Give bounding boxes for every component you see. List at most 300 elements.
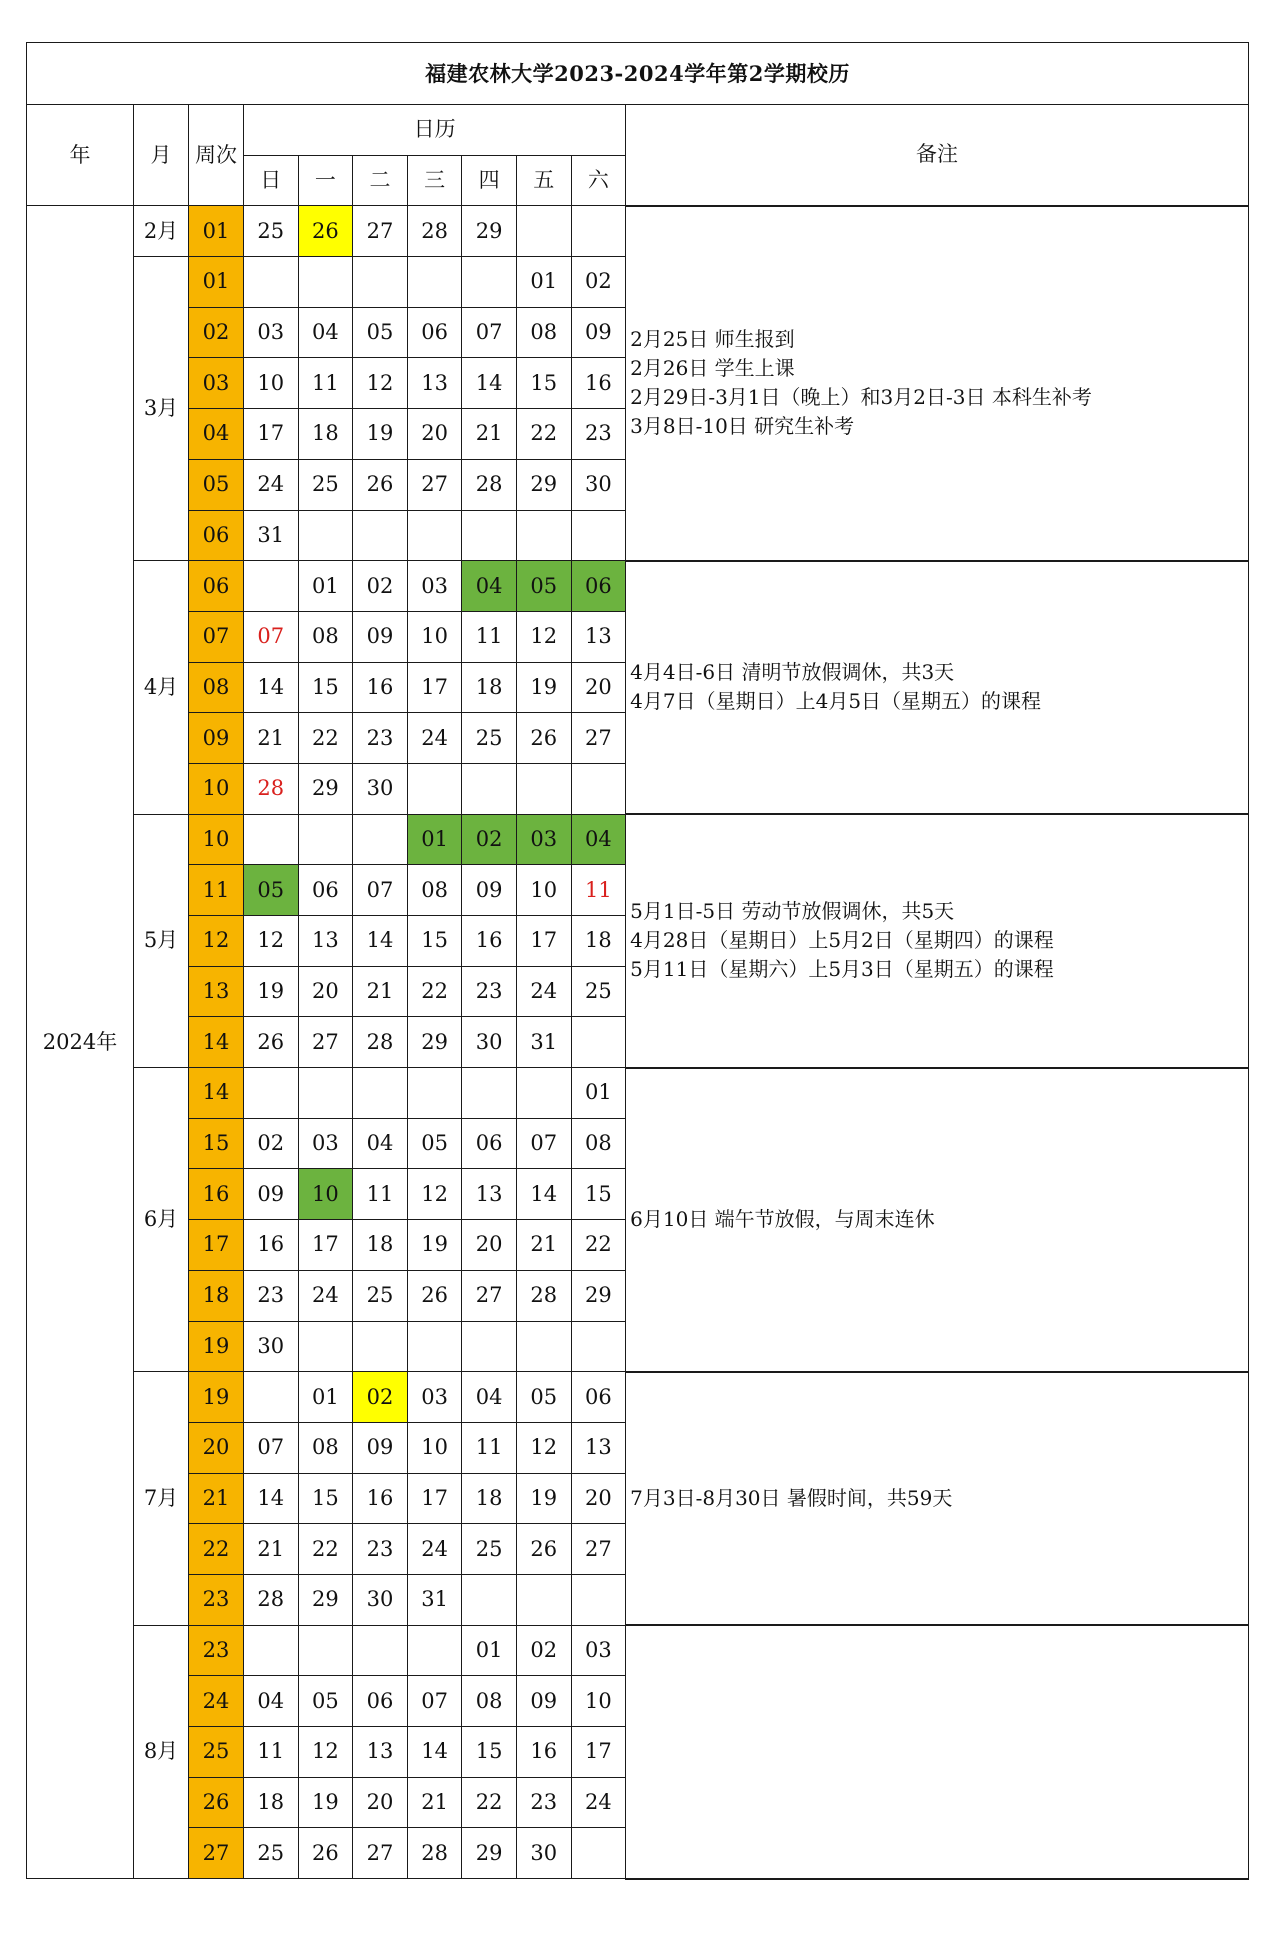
week-number-cell: 06 [189, 561, 244, 612]
day-cell: 10 [516, 865, 571, 916]
day-cell: 10 [298, 1169, 353, 1220]
day-cell: 03 [298, 1118, 353, 1169]
day-cell [353, 1068, 408, 1119]
day-cell: 09 [571, 307, 626, 358]
day-cell: 30 [516, 1828, 571, 1879]
month-cell: 4月 [134, 561, 189, 814]
week-number-cell: 01 [189, 257, 244, 308]
day-cell: 17 [244, 409, 299, 460]
week-number-cell: 05 [189, 459, 244, 510]
day-cell: 19 [298, 1777, 353, 1828]
day-cell [244, 257, 299, 308]
day-cell: 25 [462, 1524, 517, 1575]
day-cell: 10 [407, 611, 462, 662]
day-cell: 26 [407, 1270, 462, 1321]
day-cell: 19 [353, 409, 408, 460]
day-cell: 27 [353, 206, 408, 257]
day-cell: 17 [298, 1220, 353, 1271]
day-cell: 23 [516, 1777, 571, 1828]
note-line: 5月11日（星期六）上5月3日（星期五）的课程 [630, 957, 1054, 982]
day-cell: 11 [244, 1727, 299, 1778]
day-cell: 10 [244, 358, 299, 409]
day-cell: 29 [298, 1574, 353, 1625]
day-cell: 15 [407, 916, 462, 967]
day-cell: 30 [353, 1574, 408, 1625]
day-cell: 29 [298, 763, 353, 814]
day-cell: 29 [571, 1270, 626, 1321]
day-cell [571, 206, 626, 257]
week-number-header: 周次 [189, 105, 244, 206]
day-cell: 20 [353, 1777, 408, 1828]
week-number-cell: 11 [189, 865, 244, 916]
day-cell: 26 [516, 1524, 571, 1575]
day-cell: 31 [244, 510, 299, 561]
day-cell: 29 [462, 206, 517, 257]
notes-cell [626, 206, 1249, 561]
day-cell: 24 [407, 1524, 462, 1575]
notes-cell [626, 1068, 1249, 1372]
day-cell [516, 510, 571, 561]
day-cell: 28 [244, 763, 299, 814]
week-number-cell: 10 [189, 814, 244, 865]
day-cell: 20 [298, 966, 353, 1017]
day-cell: 03 [516, 814, 571, 865]
day-cell: 25 [298, 459, 353, 510]
day-cell: 05 [516, 561, 571, 612]
day-cell: 01 [407, 814, 462, 865]
week-number-cell: 16 [189, 1169, 244, 1220]
week-number-cell: 18 [189, 1270, 244, 1321]
day-cell: 09 [244, 1169, 299, 1220]
day-cell: 05 [516, 1372, 571, 1423]
note-line: 3月8日-10日 研究生补考 [630, 414, 855, 439]
weekday-header-sat: 六 [571, 155, 626, 206]
day-cell [298, 1625, 353, 1676]
day-cell: 23 [462, 966, 517, 1017]
day-cell: 06 [571, 1372, 626, 1423]
day-cell: 08 [298, 611, 353, 662]
day-cell: 28 [516, 1270, 571, 1321]
day-cell: 15 [298, 662, 353, 713]
calendar-header: 日历 [244, 105, 626, 156]
day-cell: 29 [516, 459, 571, 510]
day-cell: 13 [353, 1727, 408, 1778]
day-cell: 22 [407, 966, 462, 1017]
weekday-header-fri: 五 [516, 155, 571, 206]
day-cell [571, 1828, 626, 1879]
day-cell: 11 [353, 1169, 408, 1220]
day-cell: 06 [571, 561, 626, 612]
day-cell: 23 [244, 1270, 299, 1321]
note-line: 5月1日-5日 劳动节放假调休，共5天 [630, 899, 955, 924]
week-number-cell: 09 [189, 713, 244, 764]
notes-cell [626, 1625, 1249, 1878]
day-cell: 11 [462, 1422, 517, 1473]
note-line: 2月29日-3月1日（晚上）和3月2日-3日 本科生补考 [630, 385, 1092, 410]
day-cell: 05 [407, 1118, 462, 1169]
day-cell: 12 [516, 611, 571, 662]
day-cell: 06 [462, 1118, 517, 1169]
day-cell: 01 [462, 1625, 517, 1676]
note-line: 4月7日（星期日）上4月5日（星期五）的课程 [630, 689, 1042, 714]
week-number-cell: 23 [189, 1625, 244, 1676]
day-cell: 05 [353, 307, 408, 358]
day-cell: 21 [516, 1220, 571, 1271]
notes-cell [626, 1372, 1249, 1625]
day-cell: 17 [407, 662, 462, 713]
day-cell [244, 1372, 299, 1423]
school-calendar-table [26, 42, 1249, 1880]
day-cell [298, 257, 353, 308]
day-cell: 27 [407, 459, 462, 510]
day-cell: 12 [407, 1169, 462, 1220]
day-cell: 14 [407, 1727, 462, 1778]
day-cell: 20 [407, 409, 462, 460]
day-cell [298, 1068, 353, 1119]
day-cell: 12 [298, 1727, 353, 1778]
day-cell: 01 [516, 257, 571, 308]
day-cell: 28 [462, 459, 517, 510]
day-cell: 03 [407, 561, 462, 612]
day-cell: 26 [244, 1017, 299, 1068]
day-cell: 24 [571, 1777, 626, 1828]
day-cell: 04 [462, 1372, 517, 1423]
weekday-header-sun: 日 [244, 155, 299, 206]
note-line: 2月25日 师生报到 [630, 327, 795, 352]
day-cell: 04 [244, 1676, 299, 1727]
day-cell: 31 [516, 1017, 571, 1068]
month-cell: 7月 [134, 1372, 189, 1625]
day-cell: 09 [353, 1422, 408, 1473]
year-cell: 2024年 [27, 206, 134, 1879]
month-cell: 2月 [134, 206, 189, 257]
week-number-cell: 14 [189, 1068, 244, 1119]
day-cell: 23 [571, 409, 626, 460]
day-cell: 13 [571, 1422, 626, 1473]
note-line: 6月10日 端午节放假，与周末连休 [630, 1207, 935, 1232]
day-cell: 28 [407, 1828, 462, 1879]
day-cell: 07 [462, 307, 517, 358]
weekday-header-mon: 一 [298, 155, 353, 206]
day-cell: 26 [298, 206, 353, 257]
day-cell: 09 [353, 611, 408, 662]
calendar-title: 福建农林大学2023-2024学年第2学期校历 [27, 43, 1249, 105]
day-cell [462, 1068, 517, 1119]
day-cell: 06 [353, 1676, 408, 1727]
weekday-header-tue: 二 [353, 155, 408, 206]
month-cell: 8月 [134, 1625, 189, 1878]
day-cell: 16 [244, 1220, 299, 1271]
day-cell: 07 [244, 1422, 299, 1473]
day-cell [407, 510, 462, 561]
day-cell [244, 1625, 299, 1676]
day-cell: 17 [571, 1727, 626, 1778]
day-cell: 10 [407, 1422, 462, 1473]
day-cell: 25 [353, 1270, 408, 1321]
calendar-week-row [27, 1625, 1249, 1676]
day-cell [571, 1321, 626, 1372]
day-cell: 04 [462, 561, 517, 612]
day-cell [407, 257, 462, 308]
day-cell: 04 [571, 814, 626, 865]
day-cell: 27 [462, 1270, 517, 1321]
weekday-header-wed: 三 [407, 155, 462, 206]
day-cell: 22 [516, 409, 571, 460]
day-cell: 06 [298, 865, 353, 916]
weekday-header-thu: 四 [462, 155, 517, 206]
day-cell: 15 [298, 1473, 353, 1524]
note-line: 2月26日 学生上课 [630, 356, 795, 381]
day-cell: 16 [353, 1473, 408, 1524]
day-cell: 18 [353, 1220, 408, 1271]
day-cell: 25 [244, 1828, 299, 1879]
month-cell: 3月 [134, 257, 189, 561]
day-cell: 08 [298, 1422, 353, 1473]
day-cell: 27 [571, 713, 626, 764]
day-cell [462, 1321, 517, 1372]
day-cell: 21 [244, 1524, 299, 1575]
day-cell: 19 [516, 662, 571, 713]
day-cell: 25 [571, 966, 626, 1017]
day-cell: 14 [244, 662, 299, 713]
day-cell: 18 [462, 1473, 517, 1524]
day-cell: 08 [407, 865, 462, 916]
day-cell: 26 [298, 1828, 353, 1879]
day-cell: 16 [516, 1727, 571, 1778]
day-cell: 04 [298, 307, 353, 358]
week-number-cell: 10 [189, 763, 244, 814]
day-cell: 02 [571, 257, 626, 308]
week-number-cell: 12 [189, 916, 244, 967]
day-cell: 08 [462, 1676, 517, 1727]
day-cell: 22 [298, 1524, 353, 1575]
day-cell [571, 763, 626, 814]
week-number-cell: 13 [189, 966, 244, 1017]
day-cell: 17 [516, 916, 571, 967]
day-cell: 19 [516, 1473, 571, 1524]
week-number-cell: 17 [189, 1220, 244, 1271]
calendar-week-row [27, 561, 1249, 612]
notes-cell [626, 814, 1249, 1067]
day-cell: 28 [407, 206, 462, 257]
week-number-cell: 14 [189, 1017, 244, 1068]
day-cell: 04 [353, 1118, 408, 1169]
week-number-cell: 04 [189, 409, 244, 460]
week-number-cell: 01 [189, 206, 244, 257]
day-cell: 07 [516, 1118, 571, 1169]
day-cell: 17 [407, 1473, 462, 1524]
day-cell [516, 206, 571, 257]
day-cell [353, 1321, 408, 1372]
day-cell: 21 [353, 966, 408, 1017]
day-cell: 14 [244, 1473, 299, 1524]
week-number-cell: 25 [189, 1727, 244, 1778]
day-cell: 24 [298, 1270, 353, 1321]
day-cell: 01 [298, 1372, 353, 1423]
day-cell: 03 [407, 1372, 462, 1423]
day-cell: 01 [298, 561, 353, 612]
day-cell: 31 [407, 1574, 462, 1625]
day-cell [407, 1625, 462, 1676]
day-cell: 15 [516, 358, 571, 409]
day-cell: 08 [516, 307, 571, 358]
day-cell [298, 1321, 353, 1372]
day-cell: 18 [462, 662, 517, 713]
day-cell [516, 1321, 571, 1372]
day-cell: 12 [516, 1422, 571, 1473]
day-cell: 19 [244, 966, 299, 1017]
day-cell: 12 [244, 916, 299, 967]
day-cell: 02 [353, 1372, 408, 1423]
day-cell: 16 [462, 916, 517, 967]
day-cell: 29 [462, 1828, 517, 1879]
day-cell: 02 [353, 561, 408, 612]
day-cell: 27 [571, 1524, 626, 1575]
day-cell [462, 510, 517, 561]
day-cell: 20 [571, 1473, 626, 1524]
day-cell [244, 1068, 299, 1119]
day-cell: 23 [353, 1524, 408, 1575]
calendar-week-row [27, 814, 1249, 865]
day-cell: 19 [407, 1220, 462, 1271]
day-cell [571, 1574, 626, 1625]
week-number-cell: 03 [189, 358, 244, 409]
week-number-cell: 21 [189, 1473, 244, 1524]
day-cell: 15 [462, 1727, 517, 1778]
day-cell [353, 814, 408, 865]
day-cell: 22 [571, 1220, 626, 1271]
day-cell: 03 [244, 307, 299, 358]
day-cell: 28 [353, 1017, 408, 1068]
day-cell: 05 [298, 1676, 353, 1727]
day-cell: 01 [571, 1068, 626, 1119]
day-cell: 07 [407, 1676, 462, 1727]
day-cell: 25 [462, 713, 517, 764]
day-cell [244, 561, 299, 612]
week-number-cell: 24 [189, 1676, 244, 1727]
note-line: 4月4日-6日 清明节放假调休，共3天 [630, 660, 955, 685]
day-cell: 26 [516, 713, 571, 764]
day-cell: 30 [244, 1321, 299, 1372]
day-cell: 22 [462, 1777, 517, 1828]
day-cell [571, 510, 626, 561]
day-cell: 08 [571, 1118, 626, 1169]
notes-header: 备注 [626, 105, 1249, 206]
day-cell: 25 [244, 206, 299, 257]
day-cell: 21 [407, 1777, 462, 1828]
day-cell [516, 1574, 571, 1625]
day-cell: 11 [298, 358, 353, 409]
day-cell: 22 [298, 713, 353, 764]
day-cell [353, 510, 408, 561]
day-cell: 26 [353, 459, 408, 510]
day-cell [244, 814, 299, 865]
day-cell: 07 [353, 865, 408, 916]
day-cell: 03 [571, 1625, 626, 1676]
week-number-cell: 19 [189, 1321, 244, 1372]
day-cell: 30 [571, 459, 626, 510]
week-number-cell: 22 [189, 1524, 244, 1575]
day-cell: 02 [462, 814, 517, 865]
day-cell: 02 [516, 1625, 571, 1676]
calendar-week-row [27, 1068, 1249, 1119]
day-cell [516, 1068, 571, 1119]
day-cell: 18 [571, 916, 626, 967]
day-cell: 18 [298, 409, 353, 460]
day-cell [353, 257, 408, 308]
note-line: 4月28日（星期日）上5月2日（星期四）的课程 [630, 928, 1054, 953]
week-number-cell: 20 [189, 1422, 244, 1473]
day-cell: 30 [353, 763, 408, 814]
day-cell: 07 [244, 611, 299, 662]
day-cell [298, 814, 353, 865]
week-number-cell: 23 [189, 1574, 244, 1625]
day-cell: 23 [353, 713, 408, 764]
note-line: 7月3日-8月30日 暑假时间，共59天 [630, 1485, 953, 1510]
day-cell: 11 [571, 865, 626, 916]
day-cell [516, 763, 571, 814]
day-cell [462, 257, 517, 308]
day-cell: 24 [407, 713, 462, 764]
day-cell: 13 [298, 916, 353, 967]
day-cell: 20 [571, 662, 626, 713]
day-cell: 02 [244, 1118, 299, 1169]
day-cell [407, 1068, 462, 1119]
day-cell: 27 [298, 1017, 353, 1068]
day-cell: 24 [516, 966, 571, 1017]
day-cell [462, 1574, 517, 1625]
day-cell: 09 [516, 1676, 571, 1727]
day-cell: 16 [353, 662, 408, 713]
day-cell: 28 [244, 1574, 299, 1625]
day-cell: 21 [244, 713, 299, 764]
week-number-cell: 08 [189, 662, 244, 713]
day-cell: 13 [571, 611, 626, 662]
day-cell: 14 [516, 1169, 571, 1220]
day-cell: 13 [462, 1169, 517, 1220]
day-cell: 18 [244, 1777, 299, 1828]
month-cell: 5月 [134, 814, 189, 1067]
calendar-week-row [27, 206, 1249, 257]
day-cell [571, 1017, 626, 1068]
day-cell [407, 763, 462, 814]
day-cell: 06 [407, 307, 462, 358]
day-cell: 12 [353, 358, 408, 409]
week-number-cell: 27 [189, 1828, 244, 1879]
month-header: 月 [134, 105, 189, 206]
notes-cell [626, 561, 1249, 814]
day-cell: 20 [462, 1220, 517, 1271]
day-cell [353, 1625, 408, 1676]
week-number-cell: 02 [189, 307, 244, 358]
month-cell: 6月 [134, 1068, 189, 1372]
day-cell: 14 [462, 358, 517, 409]
day-cell: 09 [462, 865, 517, 916]
day-cell [298, 510, 353, 561]
calendar-week-row [27, 1372, 1249, 1423]
day-cell: 15 [571, 1169, 626, 1220]
day-cell: 13 [407, 358, 462, 409]
day-cell: 16 [571, 358, 626, 409]
day-cell: 29 [407, 1017, 462, 1068]
day-cell: 10 [571, 1676, 626, 1727]
day-cell: 24 [244, 459, 299, 510]
week-number-cell: 19 [189, 1372, 244, 1423]
year-header: 年 [27, 105, 134, 206]
day-cell: 05 [244, 865, 299, 916]
week-number-cell: 26 [189, 1777, 244, 1828]
day-cell: 21 [462, 409, 517, 460]
